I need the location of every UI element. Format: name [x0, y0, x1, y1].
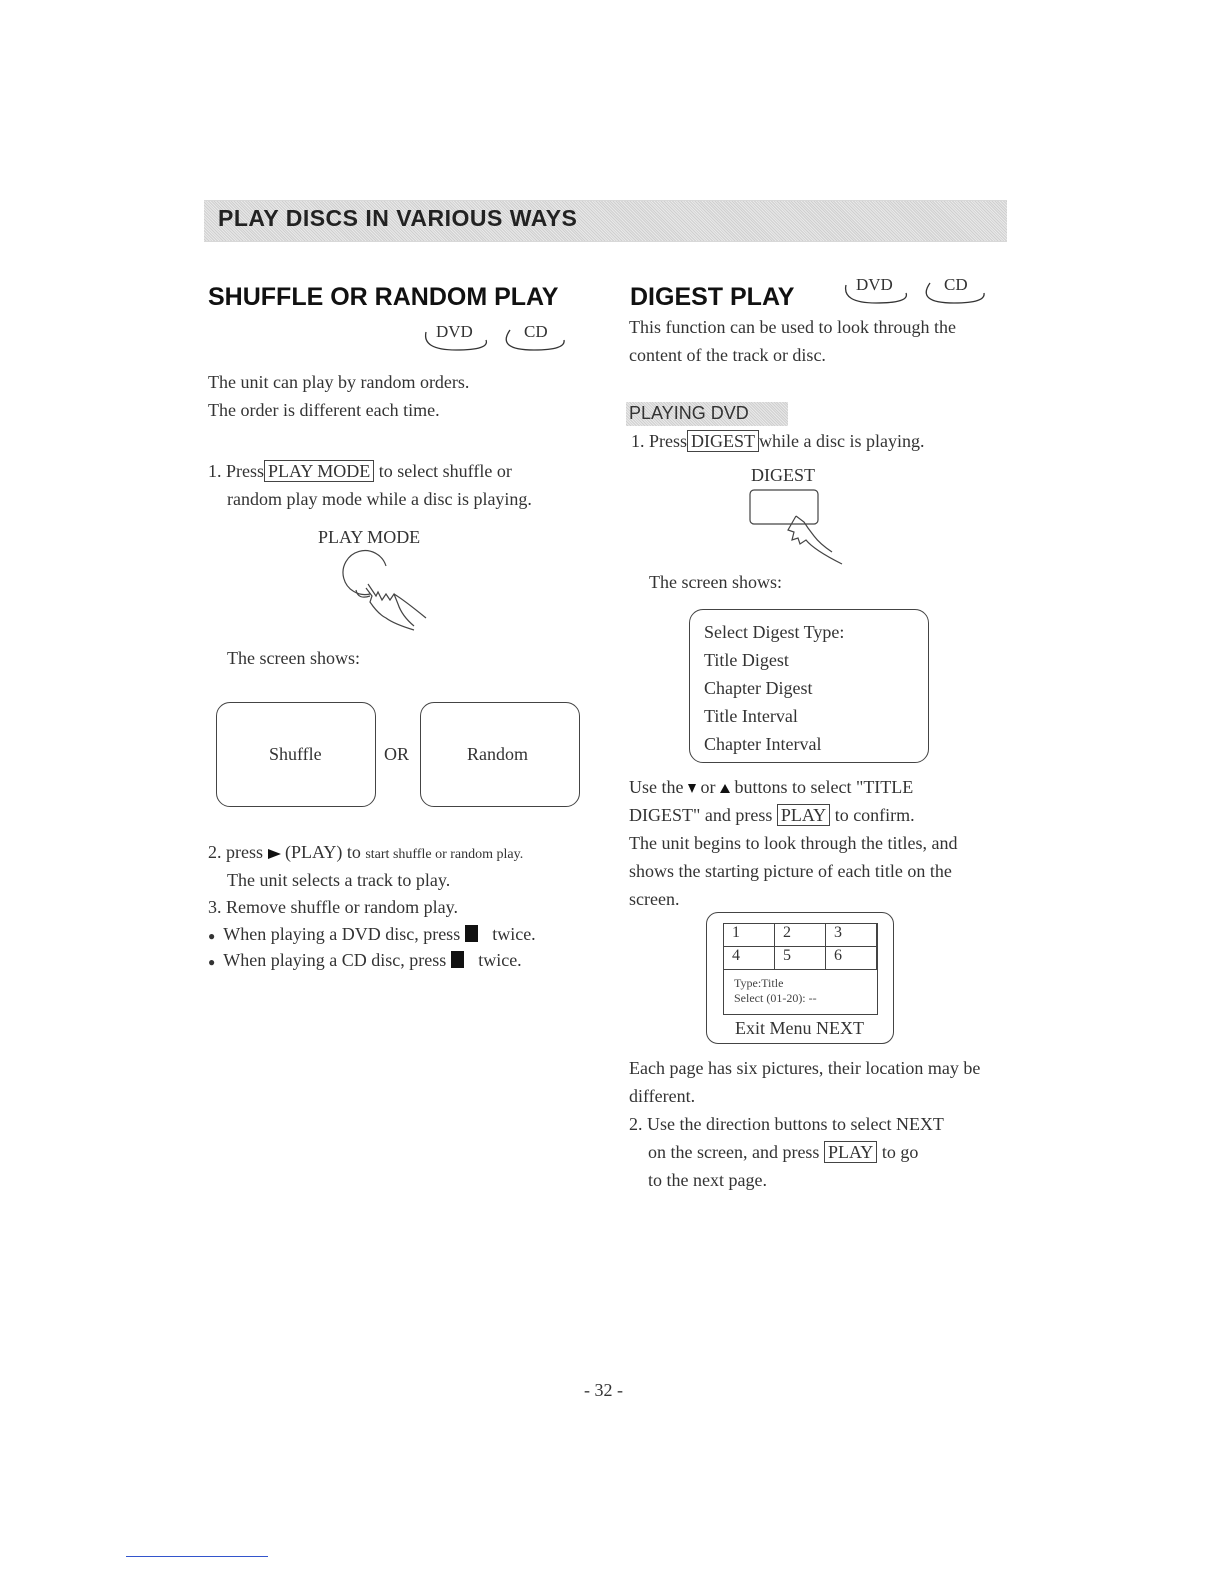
stop-icon	[465, 925, 478, 942]
bullet-dvd	[208, 924, 536, 945]
digest-step-1	[631, 431, 925, 452]
thumbnail-cell[interactable]: 1	[724, 924, 775, 947]
menu-option-chapter-digest: Chapter Digest	[704, 678, 813, 698]
dvd-label: DVD	[856, 275, 893, 294]
cd-disc-icon	[500, 322, 570, 350]
shuffle-step-3: 3. Remove shuffle or random play.	[208, 897, 458, 917]
bullet-dot: ●	[208, 929, 216, 943]
thumbnail-cell[interactable]: 4	[724, 947, 775, 970]
banner-title: PLAY DISCS IN VARIOUS WAYS	[218, 205, 578, 231]
thumbnail-cell[interactable]: 3	[826, 924, 877, 947]
play-mode-key: PLAY MODE	[264, 460, 374, 482]
shuffle-step-1-cont: random play mode while a disc is playing.	[227, 489, 532, 509]
digest-grid-frame	[723, 923, 878, 1015]
step-text: (PLAY) to	[285, 842, 361, 862]
play-key: PLAY	[824, 1141, 877, 1163]
grid-footer[interactable]: Exit Menu NEXT	[735, 1018, 864, 1038]
digest-heading: DIGEST PLAY	[630, 283, 795, 311]
bullet-text: When playing a CD disc, press	[223, 950, 447, 970]
each-page-line-2: different.	[629, 1086, 696, 1106]
text: on the screen, and press	[648, 1142, 820, 1162]
cd-disc-icon	[920, 275, 990, 303]
thumbnail-cell[interactable]: 5	[775, 947, 826, 970]
step-small-text: start shuffle or random play.	[365, 847, 524, 862]
random-label: Random	[467, 744, 528, 764]
up-arrow-icon	[720, 784, 730, 793]
grid-row	[724, 947, 877, 970]
play-key: PLAY	[777, 804, 830, 826]
menu-title: Select Digest Type:	[704, 622, 845, 642]
digest-button-icon	[748, 488, 848, 572]
digest-intro-2: content of the track or disc.	[629, 345, 826, 365]
screen-shows-label: The screen shows:	[227, 648, 360, 668]
menu-option-title-digest: Title Digest	[704, 650, 789, 670]
digest-caption: DIGEST	[751, 465, 815, 485]
text: to confirm.	[834, 805, 915, 825]
bullet-dot: ●	[208, 955, 216, 969]
cd-label: CD	[524, 322, 548, 341]
playing-dvd-heading: PLAYING DVD	[629, 403, 749, 423]
shuffle-label: Shuffle	[269, 744, 322, 764]
begins-line-2: shows the starting picture of each title on the	[629, 861, 952, 881]
each-page-line-1: Each page has six pictures, their location may be	[629, 1058, 981, 1078]
grid-select-label: Select (01-20): --	[734, 991, 817, 1005]
menu-option-chapter-interval: Chapter Interval	[704, 734, 822, 754]
menu-option-title-interval: Title Interval	[704, 706, 798, 726]
step-text: 1. Press	[208, 461, 265, 481]
stop-icon	[451, 951, 464, 968]
cd-label: CD	[944, 275, 968, 294]
step-text: 2. press	[208, 842, 263, 862]
step-text: 1. Press	[631, 431, 688, 451]
footer-rule	[126, 1556, 268, 1557]
page-number: - 32 -	[584, 1380, 623, 1400]
text: Use the	[629, 777, 684, 797]
dvd-disc-icon	[420, 322, 492, 350]
use-buttons-line	[629, 777, 913, 798]
intro-line-1: The unit can play by random orders.	[208, 372, 470, 392]
play-mode-caption: PLAY MODE	[318, 527, 421, 547]
intro-line-2: The order is different each time.	[208, 400, 440, 420]
begins-line-3: screen.	[629, 889, 680, 909]
dvd-label: DVD	[436, 322, 473, 341]
shuffle-step-1	[208, 461, 512, 482]
digest-step-2-line-2	[648, 1142, 918, 1163]
text: buttons to select "TITLE	[734, 777, 914, 797]
thumbnail-cell[interactable]: 2	[775, 924, 826, 947]
digest-intro-1: This function can be used to look through the	[629, 317, 956, 337]
step-text: to select shuffle or	[378, 461, 512, 481]
thumbnail-cell[interactable]: 6	[826, 947, 877, 970]
begins-line-1: The unit begins to look through the titles, and	[629, 833, 958, 853]
bullet-text: When playing a DVD disc, press	[223, 924, 461, 944]
thumbnail-grid	[723, 923, 877, 970]
step-text: while a disc is playing.	[759, 431, 925, 451]
dvd-disc-icon	[840, 275, 912, 303]
grid-row	[724, 924, 877, 947]
bullet-text: twice.	[478, 950, 522, 970]
down-arrow-icon	[688, 784, 696, 793]
digest-step-2-line-3: to the next page.	[648, 1170, 767, 1190]
bullet-cd	[208, 950, 522, 971]
text: or	[700, 777, 716, 797]
shuffle-heading: SHUFFLE OR RANDOM PLAY	[208, 283, 559, 311]
shuffle-step-2-cont: The unit selects a track to play.	[227, 870, 451, 890]
digest-key: DIGEST	[687, 430, 759, 452]
digest-screen-shows: The screen shows:	[649, 572, 782, 592]
use-buttons-line-2	[629, 805, 915, 826]
text: DIGEST" and press	[629, 805, 773, 825]
or-label: OR	[384, 744, 410, 764]
shuffle-step-2	[208, 842, 523, 863]
digest-step-2: 2. Use the direction buttons to select NEXT	[629, 1114, 944, 1134]
play-mode-button-icon	[336, 548, 436, 632]
grid-type-label: Type:Title	[734, 976, 784, 990]
bullet-text: twice.	[492, 924, 536, 944]
play-icon	[268, 849, 281, 859]
text: to go	[881, 1142, 919, 1162]
